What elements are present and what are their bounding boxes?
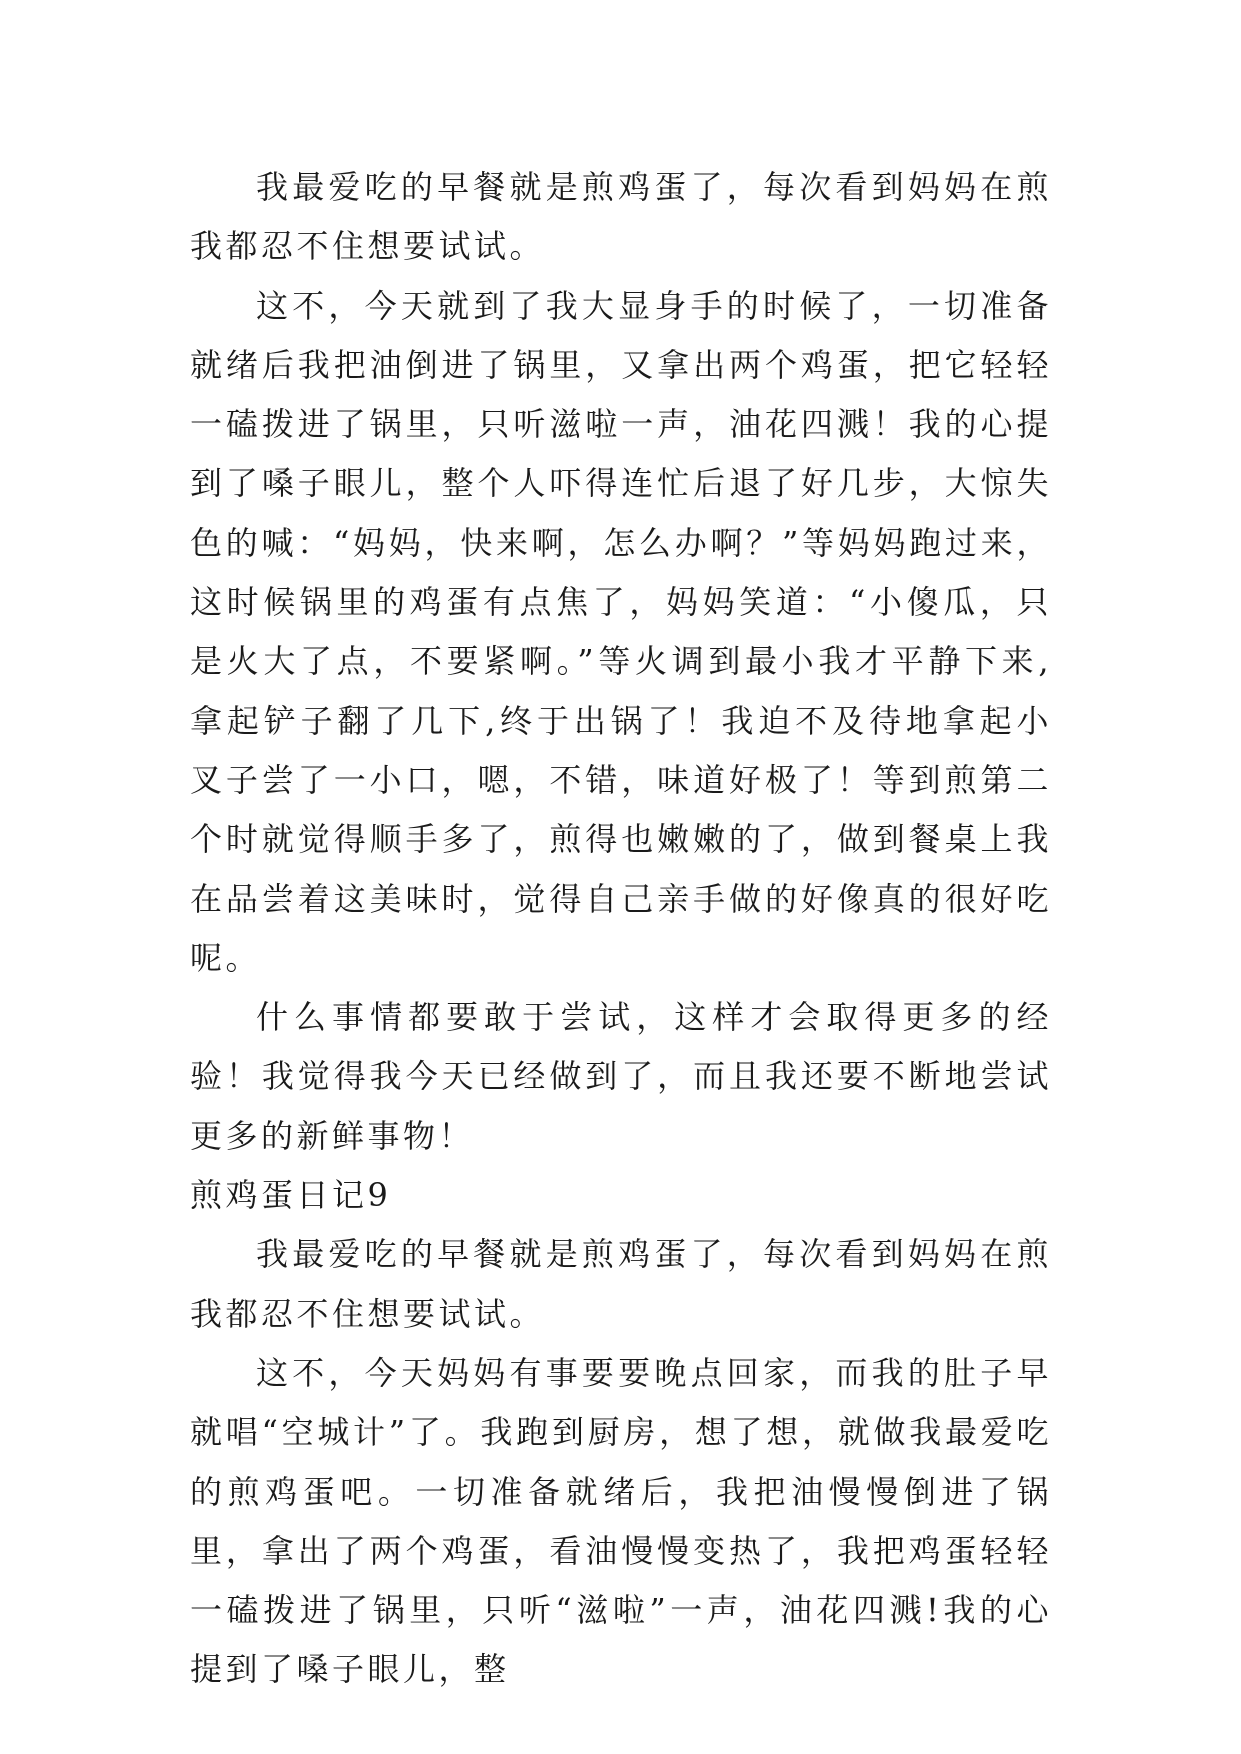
section-heading: 煎鸡蛋日记9 xyxy=(190,1176,392,1215)
paragraph: 我最爱吃的早餐就是煎鸡蛋了，每次看到妈妈在煎我都忍不住想要试试。 xyxy=(190,168,1052,266)
paragraph: 什么事情都要敢于尝试，这样才会取得更多的经验！我觉得我今天已经做到了，而且我还要不断地尝试更多的新鲜事物！ xyxy=(190,998,1052,1155)
paragraph: 这不，今天妈妈有事要要晚点回家，而我的肚子早就唱“空城计”了。我跑到厨房，想了想，就做我最爱吃的煎鸡蛋吧。一切准备就绪后，我把油慢慢倒进了锅里，拿出了两个鸡蛋，看油慢慢变热了，我把鸡蛋轻轻一磕拨进了锅里，只听“滋啦”一声，油花四溅!我的心提到了嗓子眼儿，整 xyxy=(190,1353,1052,1689)
paragraph: 这不，今天就到了我大显身手的时候了，一切准备就绪后我把油倒进了锅里，又拿出两个鸡蛋，把它轻轻一磕拨进了锅里，只听滋啦一声，油花四溅！我的心提到了嗓子眼儿，整个人吓得连忙后退了好几步，大惊失色的喊：“妈妈，快来啊，怎么办啊？”等妈妈跑过来，这时候锅里的鸡蛋有点焦了，妈妈笑道：“小傻瓜，只是火大了点，不要紧啊。”等火调到最小我才平静下来,拿起铲子翻了几下,终于出锅了！我迫不及待地拿起小叉子尝了一小口，嗯，不错，味道好极了！等到煎第二个时就觉得顺手多了，煎得也嫩嫩的了，做到餐桌上我在品尝着这美味时，觉得自己亲手做的好像真的很好吃呢。 xyxy=(190,286,1052,977)
document-body xyxy=(190,158,1052,1700)
paragraph: 我最爱吃的早餐就是煎鸡蛋了，每次看到妈妈在煎我都忍不住想要试试。 xyxy=(190,1235,1052,1333)
